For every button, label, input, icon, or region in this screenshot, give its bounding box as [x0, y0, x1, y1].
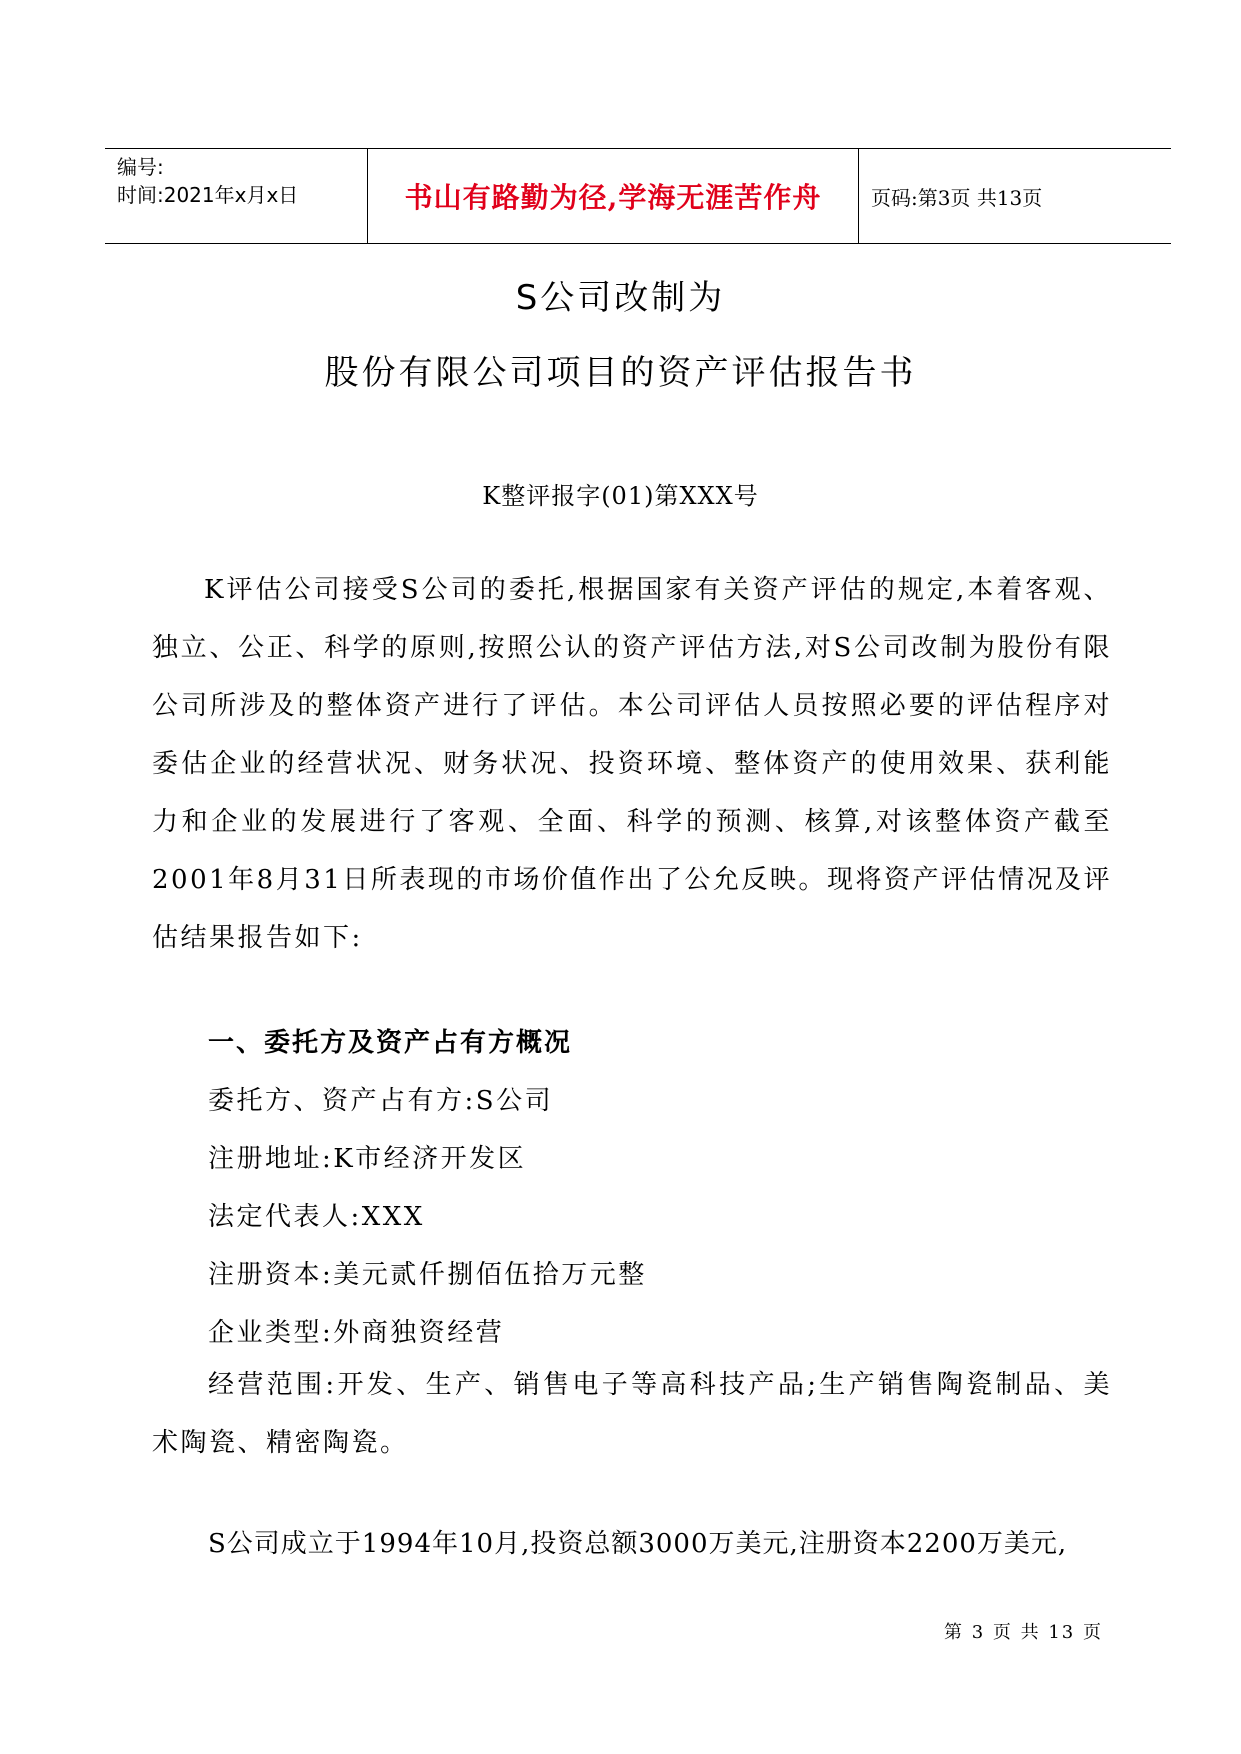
page-footer: 第 3 页 共 13 页 [944, 1622, 1103, 1643]
header-meta [105, 149, 367, 243]
document-header [105, 148, 1171, 244]
capital-line: 注册资本:美元贰仟捌佰伍拾万元整 [208, 1260, 647, 1290]
header-motto: 书山有路勤为径,学海无涯苦作舟 [367, 149, 859, 243]
document-number: K整评报字(01)第XXX号 [482, 482, 759, 510]
time-label: 时间:2021年x月x日 [117, 183, 299, 207]
business-scope-paragraph: 经营范围:开发、生产、销售电子等高科技产品;生产销售陶瓷制品、美术陶瓷、精密陶瓷。 [152, 1370, 1112, 1458]
company-type-line: 企业类型:外商独资经营 [208, 1318, 505, 1348]
header-page-info: 页码:第3页 共13页 [871, 185, 1043, 210]
representative-line: 法定代表人:XXX [208, 1202, 425, 1232]
client-line: 委托方、资产占有方:S公司 [208, 1086, 554, 1116]
section-1-title: 一、委托方及资产占有方概况 [208, 1028, 573, 1058]
title-line-2: 股份有限公司项目的资产评估报告书 [324, 353, 917, 393]
number-label: 编号: [117, 155, 164, 179]
intro-paragraph: K评估公司接受S公司的委托,根据国家有关资产评估的规定,本着客观、独立、公正、科学的原则,按照公认的资产评估方法,对S公司改制为股份有限公司所涉及的整体资产进行了评估。本公司评估人员按照必要的评估程序对委估企业的经营状况、财务状况、投资环境、整体资产的使用效果、获利能力和企业的发展进行了客观、全面、科学的预测、核算,对该整体资产截至2001年8月31日所表现的市场价值作出了公允反映。现将资产评估情况及评估结果报告如下: [152, 575, 1112, 953]
title-line-1: S公司改制为 [515, 278, 726, 318]
history-paragraph: S公司成立于1994年10月,投资总额3000万美元,注册资本2200万美元, [208, 1529, 1068, 1559]
address-line: 注册地址:K市经济开发区 [208, 1144, 527, 1174]
